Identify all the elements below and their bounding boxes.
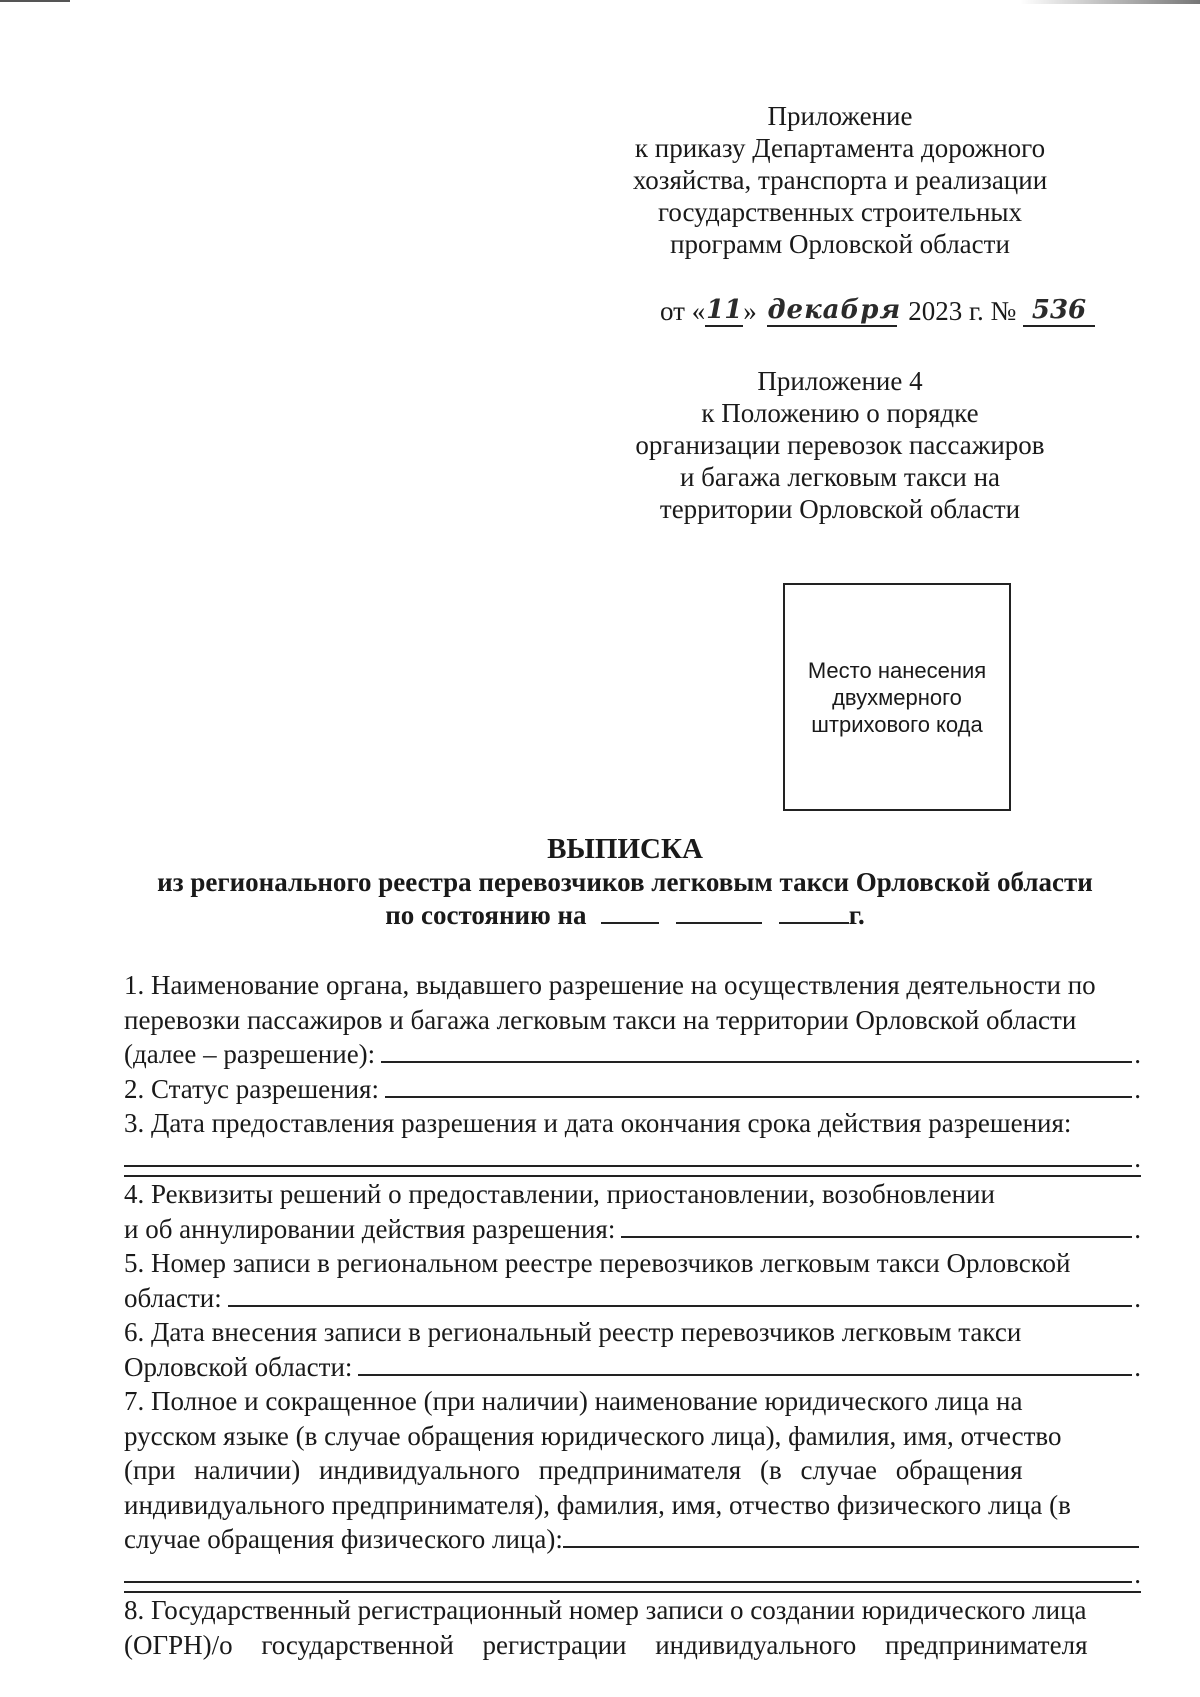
annex-line: хозяйства, транспорта и реализации [632,165,1048,195]
barcode-placeholder-text [808,657,986,738]
item-3-line [124,1141,1141,1176]
item-7-text: (при наличии) индивидуального предпринимателя (в случае обращения [124,1455,1023,1485]
item-7-line [124,1419,1141,1454]
item-6-label: Орловской области: [124,1351,353,1382]
order-day-handwritten: 11 [706,295,743,325]
item-7-line [124,1384,1141,1419]
annex4-line: и багажа легковым такси на [679,462,1001,492]
item-6-line [124,1350,1141,1385]
document-title: ВЫПИСКА [547,833,703,865]
item-5-line [124,1281,1141,1316]
item-1-fill-line [381,1037,1132,1063]
item-7-label: случае обращения физического лица): [124,1524,563,1554]
item-7-fill-line-2 [124,1557,1132,1583]
item-2-line [124,1072,1141,1107]
item-4-text: 4. Реквизиты решений о предоставлении, приостановлении, возобновлении [124,1179,995,1209]
document-title-block [100,833,1150,932]
item-6-line [124,1315,1141,1350]
annex-line: к приказу Департамента дорожного [634,133,1046,163]
item-1-label: (далее – разрешение): [124,1039,376,1069]
item-8-text: (ОГРН)/о государственной регистрации индивидуального предпринимателя [124,1629,1088,1660]
item-7-text: индивидуального предпринимателя), фамилия, имя, отчество физического лица (в [124,1489,1071,1520]
item-7-text: русском языке (в случае обращения юридического лица), фамилия, имя, отчество [124,1420,1062,1451]
item-8-text: 8. Государственный регистрационный номер записи о создании юридического лица [124,1595,1087,1625]
annex-title: Приложение [767,101,913,131]
annex4-header [620,365,1060,525]
as-of-suffix: г. [848,900,865,930]
item-7-line [124,1557,1141,1592]
annex4-line: организации перевозок пассажиров [635,430,1045,460]
item-3-fill-line [124,1141,1132,1167]
item-5-text: 5. Номер записи в региональном реестре перевозчиков легковым такси Орловской [124,1248,1071,1278]
period: . [1134,1213,1141,1244]
period: . [1134,1282,1141,1313]
annex-line: государственных строительных [657,197,1023,227]
item-4-fill-line [621,1212,1132,1238]
as-of-prefix: по состоянию на [385,900,587,930]
item-5-label: области: [124,1282,222,1313]
form-body [124,968,1141,1662]
item-1-line [124,968,1141,1003]
order-prefix: от « [660,296,706,326]
item-2-fill-line [385,1072,1132,1098]
item-5-fill-line [228,1281,1132,1307]
item-7-line [124,1488,1141,1523]
barcode-placeholder-box [783,583,1011,811]
barcode-line: двухмерного [832,684,962,710]
annex-line: программ Орловской области [670,229,1010,259]
order-quote-close: » [743,296,757,326]
scan-edge-mark [0,0,70,2]
order-month-handwritten: декабря [767,295,902,325]
barcode-line: штрихового кода [811,711,983,737]
item-7-line [124,1522,1141,1557]
order-date-line [660,296,1095,329]
item-5-line [124,1246,1141,1281]
period: . [1134,1142,1141,1173]
period: . [1134,1558,1141,1589]
annex-header [600,100,1080,260]
order-number-handwritten: 536 [1023,295,1095,327]
item-8-line [124,1591,1141,1628]
barcode-line: Место нанесения [807,657,987,683]
item-4-line [124,1175,1141,1212]
item-7-line [124,1453,1141,1488]
annex4-title: Приложение 4 [757,366,923,396]
item-7-fill-line [563,1522,1139,1548]
item-1-text: перевозки пассажиров и багажа легковым такси на территории Орловской области [124,1004,1077,1035]
annex4-line: к Положению о порядке [701,398,979,428]
item-6-fill-line [358,1350,1132,1376]
period: . [1134,1073,1141,1104]
date-blank-day [601,900,659,924]
period: . [1134,1039,1141,1069]
item-4-line [124,1212,1141,1247]
item-3-line [124,1106,1141,1141]
item-8-line [124,1628,1141,1663]
item-3-label: 3. Дата предоставления разрешения и дата окончания срока действия разрешения: [124,1108,1072,1138]
document-subtitle: из регионального реестра перевозчиков легковым такси Орловской области [157,867,1093,897]
item-7-text: 7. Полное и сокращенное (при наличии) наименование юридического лица на [124,1386,1023,1416]
item-1-line [124,1037,1141,1072]
order-year-text: 2023 г. № [908,296,1017,326]
item-1-line [124,1003,1141,1038]
scan-edge-shadow [1020,0,1200,4]
item-4-label: и об аннулировании действия разрешения: [124,1213,616,1244]
annex4-line: территории Орловской области [659,494,1021,524]
period: . [1134,1351,1141,1382]
item-6-text: 6. Дата внесения записи в региональный реестр перевозчиков легковым такси [124,1317,1022,1347]
item-1-text: 1. Наименование органа, выдавшего разрешение на осуществления деятельности по [124,970,1096,1000]
date-blank-year [779,900,849,924]
item-2-label: 2. Статус разрешения: [124,1073,379,1104]
as-of-date-line [100,899,1150,932]
date-blank-month [676,900,762,924]
